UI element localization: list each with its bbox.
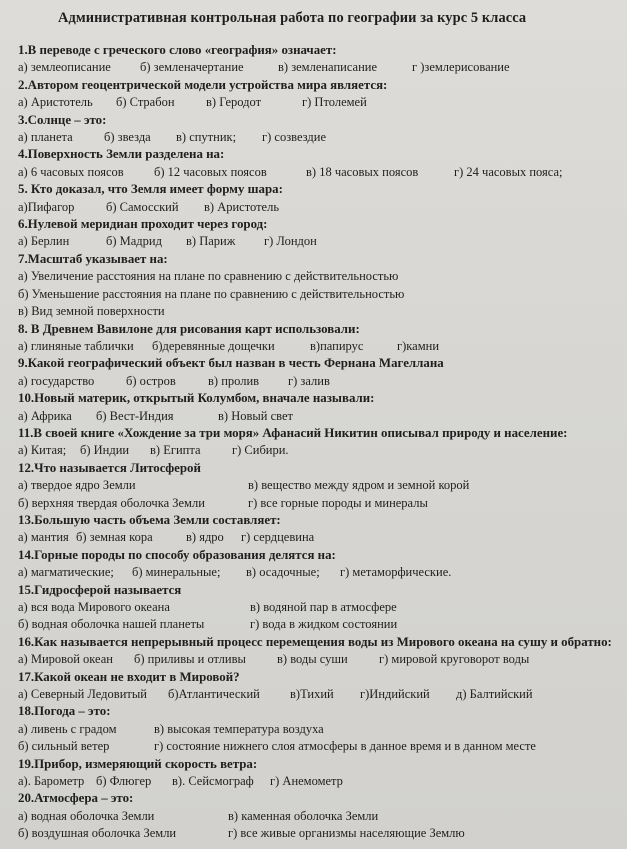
answer-row [18,442,623,459]
answer-options [18,408,623,425]
question-text: 10.Новый материк, открытый Колумбом, вначале называли: [18,391,375,406]
question-14 [18,547,623,582]
question-text: 6.Нулевой меридиан проходит через город: [18,217,268,232]
answer-option: г) мировой круговорот воды [379,652,530,667]
answer-row [18,59,623,76]
answer-option: б) Индии [80,443,130,458]
answer-row [18,616,623,633]
answer-options [18,164,623,181]
answer-options [18,529,623,546]
question-text: 5. Кто доказал, что Земля имеет форму шара: [18,182,283,197]
answer-options [18,651,623,668]
answer-option: б) Мадрид [106,234,162,249]
question-15 [18,582,623,634]
answer-option: в) ядро [186,530,224,545]
question-17 [18,669,623,704]
answer-option: б) верхняя твердая оболочка Земли [18,495,205,510]
answer-row [18,199,623,216]
question-18 [18,703,623,755]
answer-option: а) ливень с градом [18,721,117,736]
question-text: 8. В Древнем Вавилоне для рисования карт использовали: [18,321,360,336]
answer-option: в) 18 часовых поясов [306,164,419,179]
question-text: 7.Масштаб указывает на: [18,251,168,266]
answer-row [18,233,623,250]
answer-option: в) каменная оболочка Земли [228,808,379,823]
question-20 [18,790,623,842]
question-text: 19.Прибор, измеряющий скорость ветра: [18,756,258,771]
answer-option: г) сердцевина [241,530,315,545]
answer-option: б)Атлантический [168,687,260,702]
answer-option: в) Вид земной поверхности [18,304,165,319]
answer-options [18,338,623,355]
answer-option: б) Страбон [116,95,175,110]
answer-option: г )землерисование [412,60,510,75]
answer-row [18,94,623,111]
answer-row [18,686,623,703]
question-list [18,42,623,843]
answer-option: а) твердое ядро Земли [18,478,136,493]
answer-option: б) Уменьшение расстояния на плане по сравнению с действительностью [18,286,405,301]
answer-option: г) все горные породы и минералы [248,495,428,510]
answer-option: г) вода в жидком состоянии [250,617,398,632]
answer-option: г) Птолемей [302,95,367,110]
answer-option: а) магматические; [18,565,114,580]
answer-option: в) осадочные; [246,565,320,580]
answer-option: г) Сибири. [232,443,289,458]
answer-option: а)Пифагор [18,199,75,214]
question-19 [18,756,623,791]
answer-option: в) земленаписание [278,60,377,75]
answer-option: а) 6 часовых поясов [18,164,124,179]
question-16 [18,634,623,669]
answer-option: в) пролив [208,373,260,388]
answer-option: б) воздушная оболочка Земли [18,826,177,841]
answer-options [18,233,623,250]
question-text: 2.Автором геоцентрической модели устройства мира является: [18,77,388,92]
answer-options [18,808,623,843]
question-1 [18,42,623,77]
answer-row [18,373,623,390]
question-10 [18,390,623,425]
question-text: 3.Солнце – это: [18,112,107,127]
question-text: 17.Какой океан не входит в Мировой? [18,669,240,684]
answer-option: г) Анемометр [270,774,343,789]
answer-option: г)Индийский [360,687,430,702]
answer-option: в) Египта [150,443,201,458]
answer-option: в) спутник; [176,130,237,145]
answer-options [18,199,623,216]
question-text: 18.Погода – это: [18,704,111,719]
answer-options [18,477,623,512]
answer-option: г) состояние нижнего слоя атмосферы в данное время и в данном месте [154,739,536,754]
answer-option: а) землеописание [18,60,111,75]
answer-option: а) мантия [18,530,69,545]
answer-options [18,599,623,634]
question-8 [18,321,623,356]
question-2 [18,77,623,112]
answer-option: в) Париж [186,234,236,249]
question-12 [18,460,623,512]
answer-option: а) Берлин [18,234,70,249]
answer-options [18,773,623,790]
answer-options [18,686,623,703]
answer-row [18,599,623,616]
question-text: 12.Что называется Литосферой [18,460,201,475]
answer-row [18,303,623,320]
answer-option: а) Увеличение расстояния на плане по сравнению с действительностью [18,269,399,284]
answer-options [18,129,623,146]
answer-row [18,738,623,755]
answer-option: а) вся вода Мирового океана [18,600,170,614]
answer-row [18,129,623,146]
answer-option: а) Китая; [18,443,67,458]
question-3 [18,112,623,147]
question-6 [18,216,623,251]
answer-row [18,338,623,355]
answer-options [18,564,623,581]
answer-option: а) планета [18,130,73,145]
answer-row [18,408,623,425]
answer-options [18,268,623,320]
answer-options [18,94,623,111]
answer-option: в)Тихий [290,687,334,702]
question-text: 11.В своей книге «Хождение за три моря» Афанасий Никитин описывал природу и население: [18,425,568,440]
answer-option: б) Самосский [106,199,179,214]
answer-option: г) созвездие [262,130,326,145]
answer-options [18,59,623,76]
answer-option: в) Геродот [206,95,262,110]
answer-option: в) вещество между ядром и земной корой [248,478,470,493]
answer-option: д) Балтийский [456,687,533,702]
answer-option: в) высокая температура воздуха [154,721,324,736]
question-11 [18,425,623,460]
answer-option: г) метаморфические. [340,565,452,580]
answer-row [18,495,623,512]
answer-option: г)камни [397,338,440,353]
answer-row [18,721,623,738]
answer-row [18,164,623,181]
answer-option: а) Мировой океан [18,652,113,667]
answer-option: г) 24 часовых пояса; [454,164,563,179]
answer-row [18,564,623,581]
answer-options [18,373,623,390]
answer-option: г) залив [288,373,330,388]
question-text: 9.Какой географический объект был назван в честь Фернана Магеллана [18,356,444,371]
question-text: 20.Атмосфера – это: [18,791,134,806]
answer-option: в) воды суши [277,652,348,667]
answer-option: б) земная кора [76,530,153,545]
answer-option: г) Лондон [264,234,317,249]
answer-option: в) Аристотель [204,199,280,214]
question-13 [18,512,623,547]
answer-option: а) Африка [18,408,72,423]
answer-option: б)деревянные дощечки [152,338,275,353]
answer-option: б) 12 часовых поясов [154,164,267,179]
answer-option: в) Новый свет [218,408,293,423]
answer-option: б) земленачертание [140,60,244,75]
answer-row [18,651,623,668]
answer-option: а) Северный Ледовитый [18,687,147,702]
answer-row [18,286,623,303]
question-text: 4.Поверхность Земли разделена на: [18,147,225,162]
question-9 [18,355,623,390]
question-text: 14.Горные породы по способу образования делятся на: [18,547,336,562]
question-4 [18,146,623,181]
answer-option: а) водная оболочка Земли [18,808,155,823]
answer-option: а) государство [18,373,95,388]
question-text: 16.Как называется непрерывный процесс перемещения воды из Мирового океана на сушу и обратно: [18,634,612,649]
answer-option: б) минеральные; [132,565,221,580]
answer-option: в). Сейсмограф [172,774,254,789]
answer-option: в) водяной пар в атмосфере [250,600,397,614]
question-text: 1.В переводе с греческого слово «география» означает: [18,43,337,57]
answer-row [18,529,623,546]
answer-row [18,268,623,285]
answer-option: в)папирус [310,338,364,353]
answer-row [18,477,623,494]
answer-option: б) сильный ветер [18,739,110,754]
question-text: 15.Гидросферой называется [18,582,182,597]
answer-option: б) приливы и отливы [134,652,246,667]
answer-option: а) глиняные таблички [18,338,134,353]
answer-option: б) водная оболочка нашей планеты [18,617,205,632]
answer-options [18,721,623,756]
answer-option: б) остров [126,373,176,388]
answer-option: г) все живые организмы населяющие Землю [228,826,465,841]
answer-option: б) Вест-Индия [96,408,174,423]
question-text: 13.Большую часть объема Земли составляет: [18,512,281,527]
answer-option: а) Аристотель [18,95,93,110]
answer-options [18,442,623,459]
answer-option: а). Барометр [18,774,85,789]
question-7 [18,251,623,321]
question-5 [18,181,623,216]
answer-row [18,773,623,790]
answer-row [18,825,623,842]
answer-option: б) звезда [104,130,151,145]
document-title: Административная контрольная работа по географии за курс 5 класса [58,10,527,26]
answer-row [18,808,623,825]
answer-option: б) Флюгер [96,774,152,789]
